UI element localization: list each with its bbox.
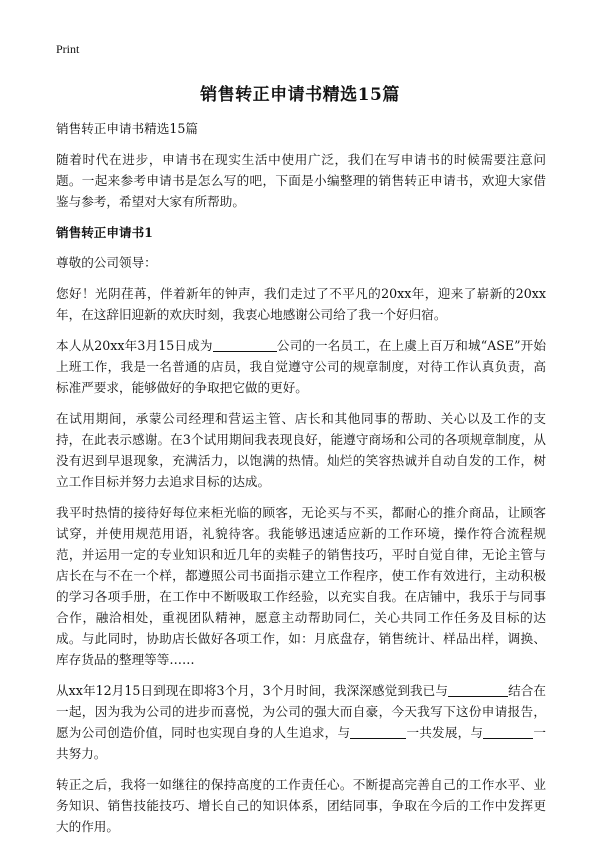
paragraph-5 bbox=[56, 680, 546, 764]
blank-line bbox=[350, 725, 406, 739]
paragraph-4: 我平时热情的接待好每位来柜光临的顾客，无论买与不买，都耐心的推介商品，让顾客试穿，并使用规范用语，礼貌待客。我能够迅速适应新的工作环境，操作符合流程规范，并运用一定的专业知识和近几年的卖鞋子的销售技巧，平时自觉自律，无论主管与店长在与不在一个样，都遵照公司书面指示建立工作程序，使工作有效进行，主动积极的学习各项手册，在工作中不断吸取工作经验，以充实自我。在店铺中，我乐于与同事合作，融洽相处，重视团队精神，愿意主动帮助同仁，关心共同工作任务及目标的达成。与此同时，协助店长做好各项工作，如：月底盘存，销售统计、样品出样，调换、库存货品的整理等等…… bbox=[56, 505, 546, 667]
page-title: 销售转正申请书精选15篇 bbox=[200, 85, 400, 105]
print-label[interactable]: Print bbox=[56, 42, 80, 56]
document-body bbox=[56, 118, 546, 847]
paragraph-3: 在试用期间，承蒙公司经理和营运主管、店长和其他同事的帮助、关心以及工作的支持，在此表示感谢。在3个试用期间我表现良好，能遵守商场和公司的各项规章制度，从没有迟到早退现象，充满活力，以饱满的热情。灿烂的笑容热诚并自动自发的工作，树立工作目标并努力去追求目标的达成。 bbox=[56, 411, 546, 489]
paragraph-2-part-b: 公司的一名员工，在上虞上百万和城“ASE”开始上班工作，我是一名普通的店员，我自觉遵守公司的规章制度，对待工作认真负责，高标准严要求，能够做好的争取把它做的更好。 bbox=[56, 338, 546, 395]
paragraph-5-part-b: 结合在一起，因为我为公司的进步而喜悦，为公司的强大而自豪，今天我写下这份申请报告，愿为公司创造价值，同时也实现自身的人生追求，与 bbox=[56, 683, 547, 740]
intro-paragraph: 随着时代在进步，申请书在现实生活中使用广泛，我们在写申请书的时候需要注意问题。一起来参考申请书是怎么写的吧，下面是小编整理的销售转正申请书，欢迎大家借鉴与参考，希望对大家有所帮助。 bbox=[56, 152, 546, 209]
subtitle: 销售转正申请书精选15篇 bbox=[56, 121, 198, 136]
blank-line bbox=[483, 725, 533, 739]
paragraph-5-part-d: 一共努力。 bbox=[56, 725, 547, 761]
salutation: 尊敬的公司领导： bbox=[56, 255, 157, 270]
blank-line bbox=[213, 338, 277, 352]
paragraph-6: 转正之后，我将一如继往的保持高度的工作责任心。不断提高完善自己的工作水平、业务知识、销售技能技巧、增长自己的知识体系，团结同事，争取在今后的工作中发挥更大的作用。 bbox=[56, 777, 546, 834]
paragraph-5-part-c: 一共发展，与 bbox=[406, 725, 484, 740]
paragraph-5-part-a: 从xx年12月15日到现在即将3个月，3个月时间，我深深感觉到我已与 bbox=[56, 683, 448, 698]
blank-line bbox=[448, 683, 508, 697]
paragraph-2-part-a: 本人从20xx年3月15日成为 bbox=[56, 338, 213, 353]
section-heading: 销售转正申请书1 bbox=[56, 225, 153, 240]
paragraph-2 bbox=[56, 335, 546, 398]
paragraph-1: 您好！光阴荏苒，伴着新年的钟声，我们走过了不平凡的20xx年，迎来了崭新的20xx年，在这辞旧迎新的欢庆时刻，我衷心地感谢公司给了我一个好归宿。 bbox=[56, 286, 546, 322]
